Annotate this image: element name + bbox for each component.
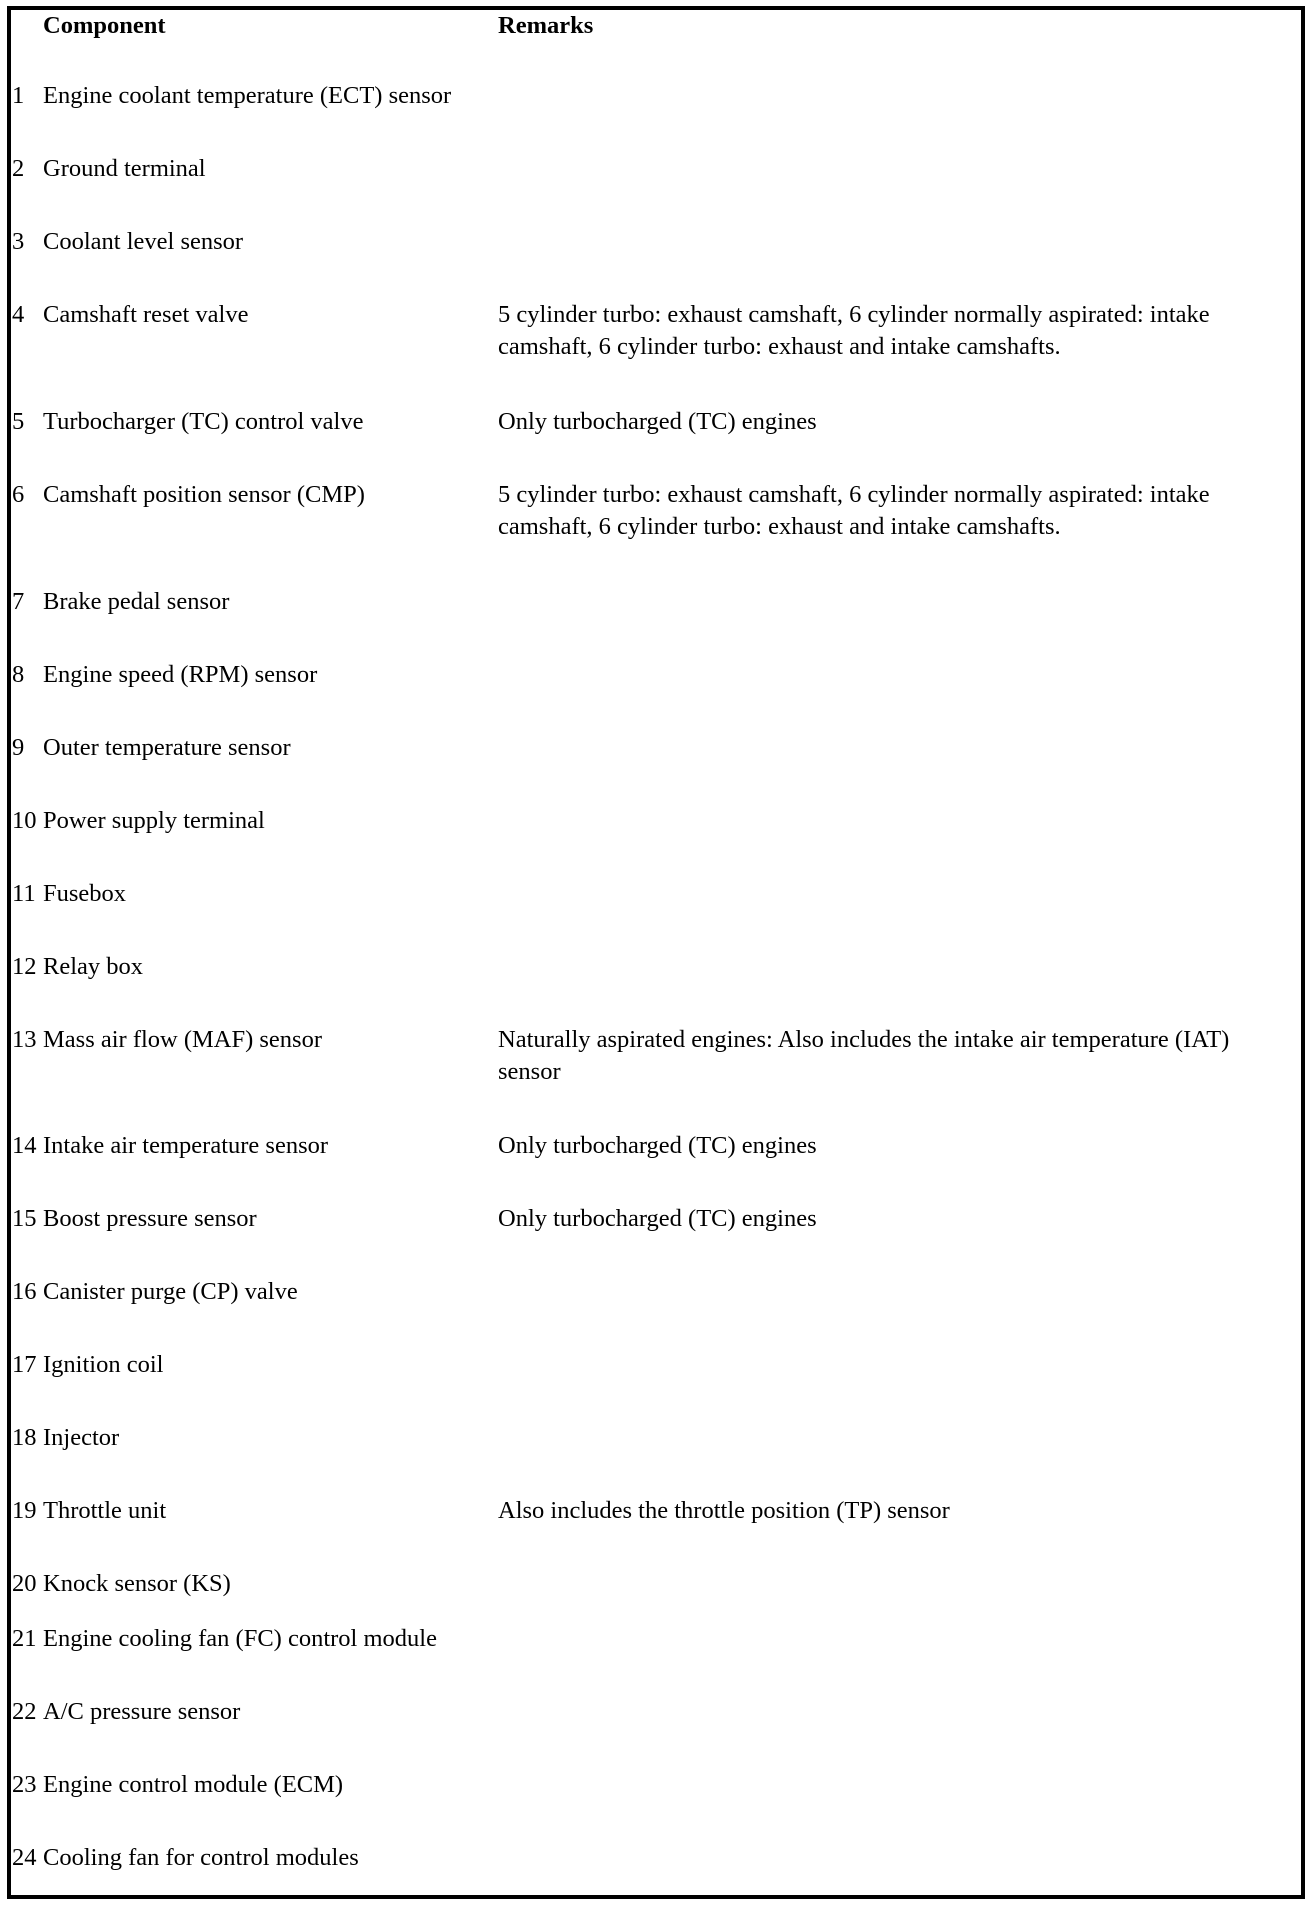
row-component: Relay box xyxy=(43,953,144,980)
row-component: Canister purge (CP) valve xyxy=(43,1278,298,1305)
row-component: Camshaft reset valve xyxy=(43,301,249,328)
row-component: Throttle unit xyxy=(43,1497,167,1524)
row-number: 22 xyxy=(12,1698,37,1725)
row-number: 18 xyxy=(12,1424,37,1451)
row-number: 24 xyxy=(12,1844,37,1871)
row-component: Power supply terminal xyxy=(43,807,265,834)
row-remarks: Only turbocharged (TC) engines xyxy=(498,1132,817,1159)
row-number: 23 xyxy=(12,1771,37,1798)
row-number: 2 xyxy=(12,155,25,182)
row-number: 16 xyxy=(12,1278,37,1305)
row-remarks: 5 cylinder turbo: exhaust camshaft, 6 cylinder normally aspirated: intake camshaft, 6 cylinder turbo: exhaust and intake camshafts. xyxy=(498,481,1210,540)
component-table xyxy=(7,6,1305,1899)
row-number: 10 xyxy=(12,807,37,834)
header-component: Component xyxy=(43,12,166,39)
row-component: Cooling fan for control modules xyxy=(43,1844,359,1871)
row-number: 3 xyxy=(12,228,25,255)
row-component: Mass air flow (MAF) sensor xyxy=(43,1026,322,1053)
row-number: 17 xyxy=(12,1351,37,1378)
row-number: 5 xyxy=(12,408,25,435)
row-component: Coolant level sensor xyxy=(43,228,244,255)
row-number: 4 xyxy=(12,301,25,328)
row-component: Intake air temperature sensor xyxy=(43,1132,329,1159)
row-remarks: Also includes the throttle position (TP) sensor xyxy=(498,1497,950,1524)
row-number: 19 xyxy=(12,1497,37,1524)
row-number: 21 xyxy=(12,1625,37,1652)
row-component: Ground terminal xyxy=(43,155,206,182)
row-component: Boost pressure sensor xyxy=(43,1205,257,1232)
row-component: Knock sensor (KS) xyxy=(43,1570,231,1597)
row-number: 8 xyxy=(12,661,25,688)
row-remarks: Naturally aspirated engines: Also includes the intake air temperature (IAT) sensor xyxy=(498,1026,1230,1085)
row-component: Engine speed (RPM) sensor xyxy=(43,661,318,688)
row-number: 6 xyxy=(12,481,25,508)
row-component: Outer temperature sensor xyxy=(43,734,291,761)
row-component: Ignition coil xyxy=(43,1351,164,1378)
row-component: A/C pressure sensor xyxy=(43,1698,241,1725)
row-remarks: 5 cylinder turbo: exhaust camshaft, 6 cylinder normally aspirated: intake camshaft, 6 cylinder turbo: exhaust and intake camshafts. xyxy=(498,301,1210,360)
row-component: Brake pedal sensor xyxy=(43,588,230,615)
row-component: Engine coolant temperature (ECT) sensor xyxy=(43,82,452,109)
row-component: Injector xyxy=(43,1424,120,1451)
row-number: 20 xyxy=(12,1570,37,1597)
row-number: 13 xyxy=(12,1026,37,1053)
row-remarks: Only turbocharged (TC) engines xyxy=(498,408,817,435)
row-component: Engine cooling fan (FC) control module xyxy=(43,1625,437,1652)
row-number: 12 xyxy=(12,953,37,980)
row-number: 7 xyxy=(12,588,25,615)
row-number: 11 xyxy=(12,880,36,907)
row-number: 1 xyxy=(12,82,25,109)
row-component: Camshaft position sensor (CMP) xyxy=(43,481,365,508)
row-number: 14 xyxy=(12,1132,37,1159)
row-number: 15 xyxy=(12,1205,37,1232)
row-number: 9 xyxy=(12,734,25,761)
row-remarks: Only turbocharged (TC) engines xyxy=(498,1205,817,1232)
row-component: Engine control module (ECM) xyxy=(43,1771,344,1798)
row-component: Fusebox xyxy=(43,880,127,907)
header-remarks: Remarks xyxy=(498,12,594,39)
row-component: Turbocharger (TC) control valve xyxy=(43,408,364,435)
